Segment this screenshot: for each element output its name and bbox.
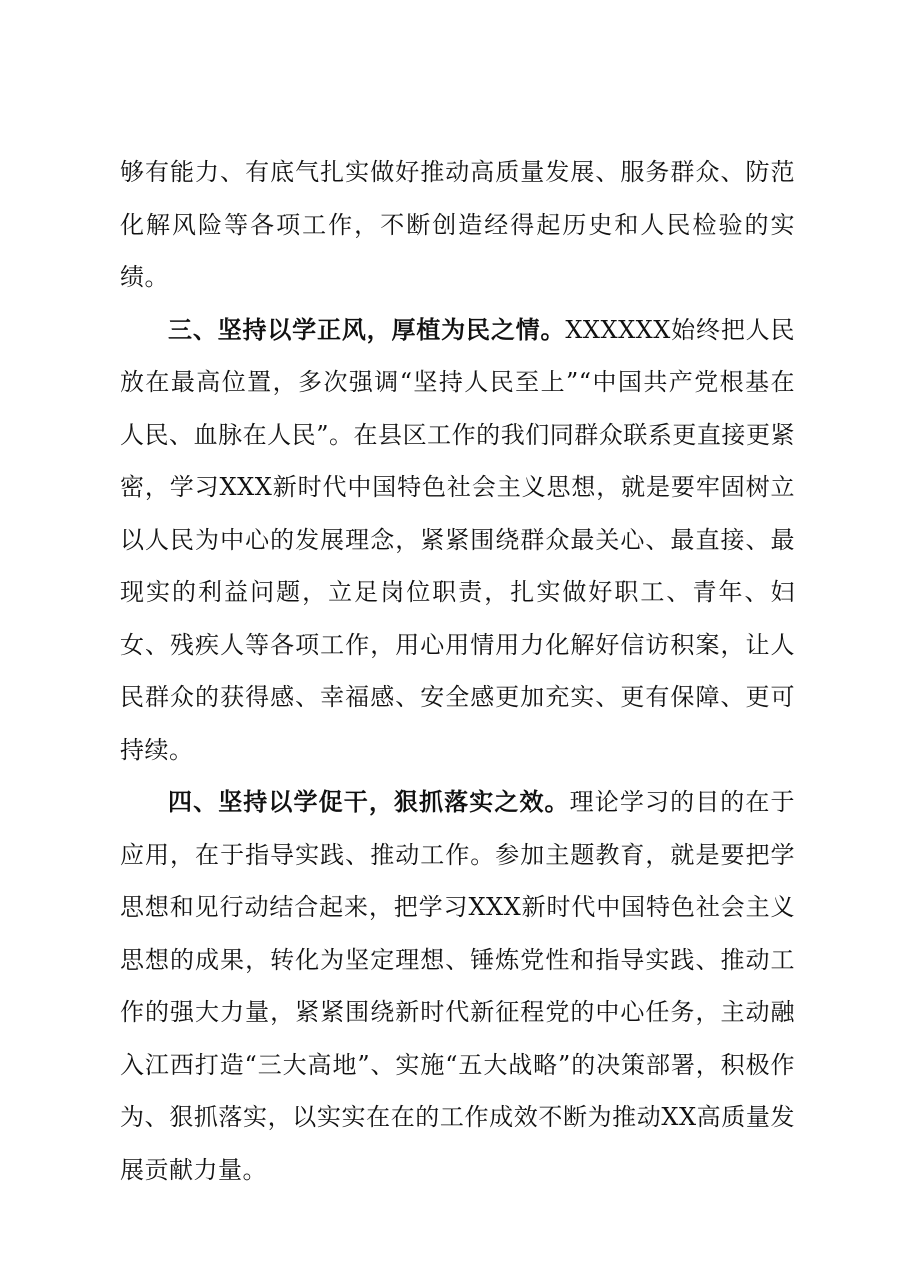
section-heading-4: 四、坚持以学促干，狠抓落实之效。 — [168, 788, 570, 816]
section-heading-3: 三、坚持以学正风，厚植为民之情。 — [168, 315, 566, 344]
paragraph-section-3 — [120, 304, 795, 777]
paragraph-body: XXXXXX始终把人民放在最高位置，多次强调“坚持人民至上”“中国共产党根基在人民、血脉在人民”。在县区工作的我们同群众联系更直接更紧密，学习XXX新时代中国特色社会主义思想，就是要牢固树立以人民为中心的发展理念，紧紧围绕群众最关心、最直接、最现实的利益问题，立足岗位职责，扎实做好职工、青年、妇女、残疾人等各项工作，用心用情用力化解好信访积案，让人民群众的获得感、幸福感、安全感更加充实、更有保障、更可持续。 — [120, 315, 796, 764]
paragraph-continuation — [120, 146, 795, 304]
document-body — [120, 146, 795, 1196]
paragraph-body: 理论学习的目的在于应用，在于指导实践、推动工作。参加主题教育，就是要把学思想和见行动结合起来，把学习XXX新时代中国特色社会主义思想的成果，转化为坚定理想、锤炼党性和指导实践、推动工作的强大力量，紧紧围绕新时代新征程党的中心任务，主动融入江西打造“三大高地”、实施“五大战略”的决策部署，积极作为、狠抓落实，以实实在在的工作成效不断为推动XX高质量发展贡献力量。 — [120, 788, 796, 1184]
paragraph-body: 够有能力、有底气扎实做好推动高质量发展、服务群众、防范化解风险等各项工作，不断创造经得起历史和人民检验的实绩。 — [120, 158, 795, 291]
paragraph-section-4 — [120, 776, 795, 1196]
